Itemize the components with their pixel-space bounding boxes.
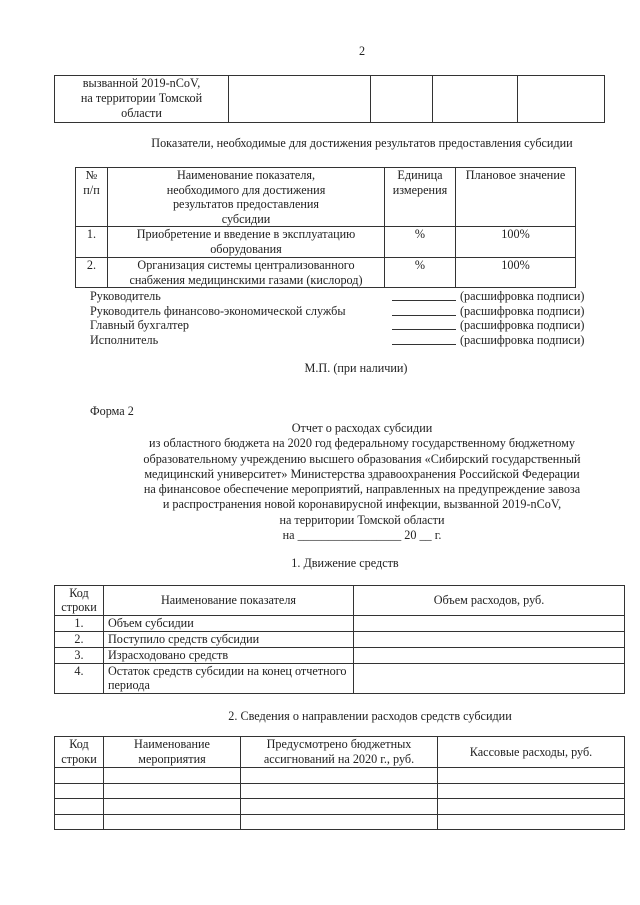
table-cell: вызванной 2019-nCoV, на территории Томской области	[55, 76, 229, 123]
table-cell[interactable]	[104, 799, 241, 815]
table-cell[interactable]	[55, 784, 104, 799]
expense-directions-table	[54, 736, 625, 830]
section2-heading: 2. Сведения о направлении расходов средств субсидии	[228, 709, 512, 723]
table-cell	[433, 76, 518, 123]
signature-role: Руководитель	[90, 289, 161, 303]
table-cell[interactable]	[55, 799, 104, 815]
table-cell[interactable]	[241, 799, 438, 815]
row-num: 1.	[76, 227, 108, 258]
signature-line	[90, 289, 605, 304]
row-num: 2.	[76, 258, 108, 288]
signature-role: Исполнитель	[90, 333, 159, 347]
indicators-heading: Показатели, необходимые для достижения результатов предоставления субсидии	[151, 136, 573, 150]
amount-cell[interactable]	[354, 632, 625, 648]
signature-note: (расшифровка подписи)	[460, 333, 585, 347]
table-cell[interactable]	[104, 784, 241, 799]
row-name: Приобретение и введение в эксплуатацию оборудования	[108, 227, 385, 258]
table-row	[55, 784, 625, 799]
signature-note: (расшифровка подписи)	[460, 318, 585, 332]
signature-role: Главный бухгалтер	[90, 318, 190, 332]
signature-role: Руководитель финансово-экономической службы	[90, 304, 346, 318]
table-row	[55, 768, 625, 784]
table-cell	[229, 76, 371, 123]
header-cash: Кассовые расходы, руб.	[438, 737, 625, 768]
amount-cell[interactable]	[354, 616, 625, 632]
signature-blank	[392, 289, 456, 301]
table-header-row	[76, 168, 576, 227]
amount-cell[interactable]	[354, 647, 625, 663]
table-cell[interactable]	[104, 815, 241, 830]
table-cell[interactable]	[241, 768, 438, 784]
amount-cell[interactable]	[354, 663, 625, 693]
indicators-table	[75, 167, 576, 288]
row-name: Организация системы централизованного снабжения медицинскими газами (кислород)	[108, 258, 385, 288]
header-unit: Единица измерения	[385, 168, 456, 227]
row-code: 3.	[55, 647, 104, 663]
header-value: Плановое значение	[456, 168, 576, 227]
signature-blank	[392, 304, 456, 316]
funds-movement-table	[54, 585, 625, 694]
row-name: Поступило средств субсидии	[104, 632, 354, 648]
table-row	[55, 616, 625, 632]
table-cell[interactable]	[438, 815, 625, 830]
row-name: Объем субсидии	[104, 616, 354, 632]
title-line: и распространения новой коронавирусной инфекции, вызванной 2019-nCoV,	[162, 497, 562, 512]
row-code: 4.	[55, 663, 104, 693]
title-line: на _________________ 20 __ г.	[282, 528, 442, 543]
header-planned: Предусмотрено бюджетных ассигнований на 2020 г., руб.	[241, 737, 438, 768]
header-code: Код строки	[55, 737, 104, 768]
title-line: из областного бюджета на 2020 год федеральному государственному бюджетному	[149, 436, 575, 451]
row-code: 2.	[55, 632, 104, 648]
signature-line	[90, 318, 605, 333]
table-cell	[518, 76, 605, 123]
table-header-row	[55, 586, 625, 616]
table-cell[interactable]	[241, 815, 438, 830]
row-name: Остаток средств субсидии на конец отчетного периода	[104, 663, 354, 693]
row-code: 1.	[55, 616, 104, 632]
signature-note: (расшифровка подписи)	[460, 304, 585, 318]
row-name: Израсходовано средств	[104, 647, 354, 663]
title-line: Отчет о расходах субсидии	[291, 421, 433, 435]
row-unit: %	[385, 258, 456, 288]
header-name: Наименование показателя	[104, 586, 354, 616]
title-line: на территории Томской области	[279, 512, 445, 527]
table-cell[interactable]	[55, 768, 104, 784]
table-row	[55, 76, 605, 123]
continued-table	[54, 75, 605, 123]
signature-note: (расшифровка подписи)	[460, 289, 585, 303]
table-row	[55, 663, 625, 693]
page-number: 2	[358, 44, 366, 58]
header-name: Наименование показателя, необходимого для достижения результатов предоставления субсидии	[108, 168, 385, 227]
report-title	[90, 421, 634, 543]
header-num: № п/п	[76, 168, 108, 227]
row-unit: %	[385, 227, 456, 258]
table-cell[interactable]	[241, 784, 438, 799]
row-value: 100%	[456, 227, 576, 258]
signature-line	[90, 304, 605, 319]
table-cell[interactable]	[104, 768, 241, 784]
signature-blank	[392, 333, 456, 345]
table-row	[55, 647, 625, 663]
header-event: Наименование мероприятия	[104, 737, 241, 768]
table-row	[76, 227, 576, 258]
title-line: медицинский университет» Министерства здравоохранения Российской Федерации	[144, 466, 580, 481]
form-label: Форма 2	[90, 404, 134, 418]
stamp-note: М.П. (при наличии)	[304, 361, 408, 375]
row-value: 100%	[456, 258, 576, 288]
table-cell[interactable]	[438, 799, 625, 815]
title-line: образовательному учреждению высшего образования «Сибирский государственный	[143, 451, 581, 466]
table-cell[interactable]	[55, 815, 104, 830]
table-cell[interactable]	[438, 768, 625, 784]
table-row	[55, 799, 625, 815]
table-row	[55, 815, 625, 830]
header-code: Код строки	[55, 586, 104, 616]
signature-blank	[392, 318, 456, 330]
table-cell[interactable]	[438, 784, 625, 799]
table-row	[76, 258, 576, 288]
section1-heading: 1. Движение средств	[291, 556, 399, 570]
table-header-row	[55, 737, 625, 768]
table-row	[55, 632, 625, 648]
table-cell	[371, 76, 433, 123]
title-line: на финансовое обеспечение мероприятий, направленных на предупреждение завоза	[143, 482, 581, 497]
signature-line	[90, 333, 605, 348]
header-amount: Объем расходов, руб.	[354, 586, 625, 616]
